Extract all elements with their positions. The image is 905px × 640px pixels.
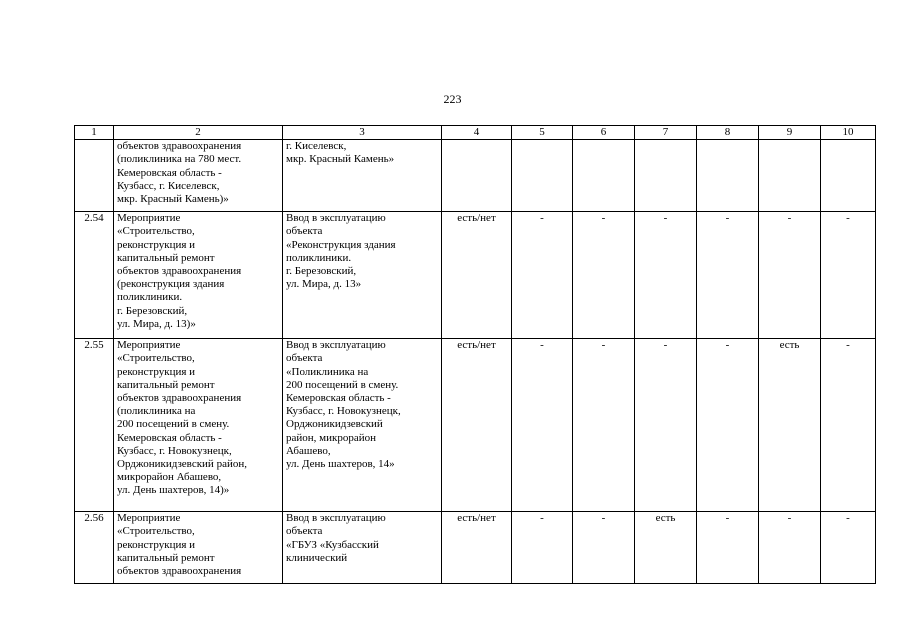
indicator-line: 200 посещений в смену.: [286, 378, 399, 391]
indicator-line: Кемеровская область -: [286, 392, 391, 405]
indicator-line: Кузбасс, г. Новокузнецк,: [286, 405, 401, 418]
value-cell: -: [512, 212, 573, 339]
value-cell: -: [697, 339, 759, 512]
header-cell-6: 6: [573, 126, 635, 140]
indicator-line: мкр. Красный Камень»: [286, 153, 395, 166]
table-row: [75, 512, 876, 584]
event-cell: [114, 339, 283, 512]
value-cell: -: [635, 212, 697, 339]
indicator-line: объекта: [286, 225, 323, 238]
event-line: реконструкция и: [117, 238, 196, 251]
event-line: ул. День шахтеров, 14)»: [117, 484, 230, 497]
event-line: объектов здравоохранения: [117, 140, 242, 153]
indicator-line: Абашево,: [286, 444, 331, 457]
event-line: (поликлиника на: [117, 405, 196, 418]
indicator-line: ул. День шахтеров, 14»: [286, 458, 395, 471]
event-line: (поликлиника на 780 мест.: [117, 153, 242, 166]
event-line: Кемеровская область -: [117, 431, 222, 444]
event-line: объектов здравоохранения: [117, 265, 242, 278]
event-line: поликлиники.: [117, 291, 183, 304]
value-cell: есть: [759, 339, 821, 512]
value-cell: есть: [635, 512, 697, 584]
indicator-line: Ввод в эксплуатацию: [286, 212, 386, 225]
event-line: капитальный ремонт: [117, 251, 215, 264]
value-cell: -: [635, 339, 697, 512]
table-row: [75, 339, 876, 512]
indicator-line: ул. Мира, д. 13»: [286, 278, 362, 291]
value-cell: -: [512, 339, 573, 512]
event-line: капитальный ремонт: [117, 551, 215, 564]
header-cell-7: 7: [635, 126, 697, 140]
event-line: Кемеровская область -: [117, 166, 222, 179]
header-cell-1: 1: [75, 126, 114, 140]
indicator-line: Ввод в эксплуатацию: [286, 512, 386, 525]
event-line: реконструкция и: [117, 365, 196, 378]
header-cell-5: 5: [512, 126, 573, 140]
indicator-line: «ГБУЗ «Кузбасский: [286, 538, 379, 551]
value-cell: есть/нет: [442, 512, 512, 584]
indicator-line: объекта: [286, 352, 323, 365]
row-number: 2.54: [75, 212, 114, 339]
table-row: [75, 212, 876, 339]
table-row: [75, 140, 876, 212]
indicator-cell: [283, 140, 442, 212]
value-cell: -: [821, 512, 876, 584]
value-cell: [442, 140, 512, 212]
event-line: Мероприятие: [117, 512, 181, 525]
indicator-line: г. Березовский,: [286, 265, 357, 278]
indicator-line: Ввод в эксплуатацию: [286, 339, 386, 352]
value-cell: -: [573, 212, 635, 339]
event-line: ул. Мира, д. 13)»: [117, 317, 196, 330]
event-line: (реконструкция здания: [117, 278, 225, 291]
value-cell: [635, 140, 697, 212]
indicator-line: район, микрорайон: [286, 431, 377, 444]
indicator-line: клинический: [286, 551, 348, 564]
row-number: 2.55: [75, 339, 114, 512]
value-cell: есть/нет: [442, 212, 512, 339]
row-number: 2.56: [75, 512, 114, 584]
event-cell: [114, 140, 283, 212]
value-cell: -: [759, 212, 821, 339]
indicator-line: г. Киселевск,: [286, 140, 347, 153]
value-cell: есть/нет: [442, 339, 512, 512]
event-line: Мероприятие: [117, 339, 181, 352]
value-cell: -: [759, 512, 821, 584]
value-cell: -: [573, 339, 635, 512]
indicator-line: поликлиники.: [286, 251, 352, 264]
event-line: реконструкция и: [117, 538, 196, 551]
value-cell: -: [573, 512, 635, 584]
header-cell-4: 4: [442, 126, 512, 140]
event-cell: [114, 212, 283, 339]
measures-table: [74, 125, 876, 584]
indicator-cell: [283, 212, 442, 339]
header-cell-3: 3: [283, 126, 442, 140]
event-line: капитальный ремонт: [117, 378, 215, 391]
indicator-line: «Поликлиника на: [286, 365, 369, 378]
value-cell: -: [697, 212, 759, 339]
indicator-line: Орджоникидзевский: [286, 418, 383, 431]
value-cell: [759, 140, 821, 212]
event-line: Орджоникидзевский район,: [117, 458, 247, 471]
event-line: г. Березовский,: [117, 304, 188, 317]
value-cell: -: [821, 339, 876, 512]
value-cell: [697, 140, 759, 212]
indicator-line: объекта: [286, 525, 323, 538]
event-line: Кузбасс, г. Новокузнецк,: [117, 444, 232, 457]
event-line: «Строительство,: [117, 352, 195, 365]
value-cell: -: [697, 512, 759, 584]
event-line: объектов здравоохранения: [117, 565, 242, 578]
value-cell: [821, 140, 876, 212]
header-cell-9: 9: [759, 126, 821, 140]
event-line: микрорайон Абашево,: [117, 471, 222, 484]
event-cell: [114, 512, 283, 584]
header-cell-8: 8: [697, 126, 759, 140]
value-cell: [512, 140, 573, 212]
event-line: Мероприятие: [117, 212, 181, 225]
indicator-cell: [283, 512, 442, 584]
event-line: 200 посещений в смену.: [117, 418, 230, 431]
event-line: объектов здравоохранения: [117, 392, 242, 405]
event-line: мкр. Красный Камень)»: [117, 193, 229, 206]
indicator-line: «Реконструкция здания: [286, 238, 396, 251]
event-line: Кузбасс, г. Киселевск,: [117, 179, 220, 192]
value-cell: [573, 140, 635, 212]
header-cell-2: 2: [114, 126, 283, 140]
page-number: 223: [443, 92, 462, 106]
value-cell: -: [821, 212, 876, 339]
header-cell-10: 10: [821, 126, 876, 140]
indicator-cell: [283, 339, 442, 512]
event-line: «Строительство,: [117, 225, 195, 238]
event-line: «Строительство,: [117, 525, 195, 538]
header-row: [75, 126, 876, 140]
row-number: [75, 140, 114, 212]
value-cell: -: [512, 512, 573, 584]
